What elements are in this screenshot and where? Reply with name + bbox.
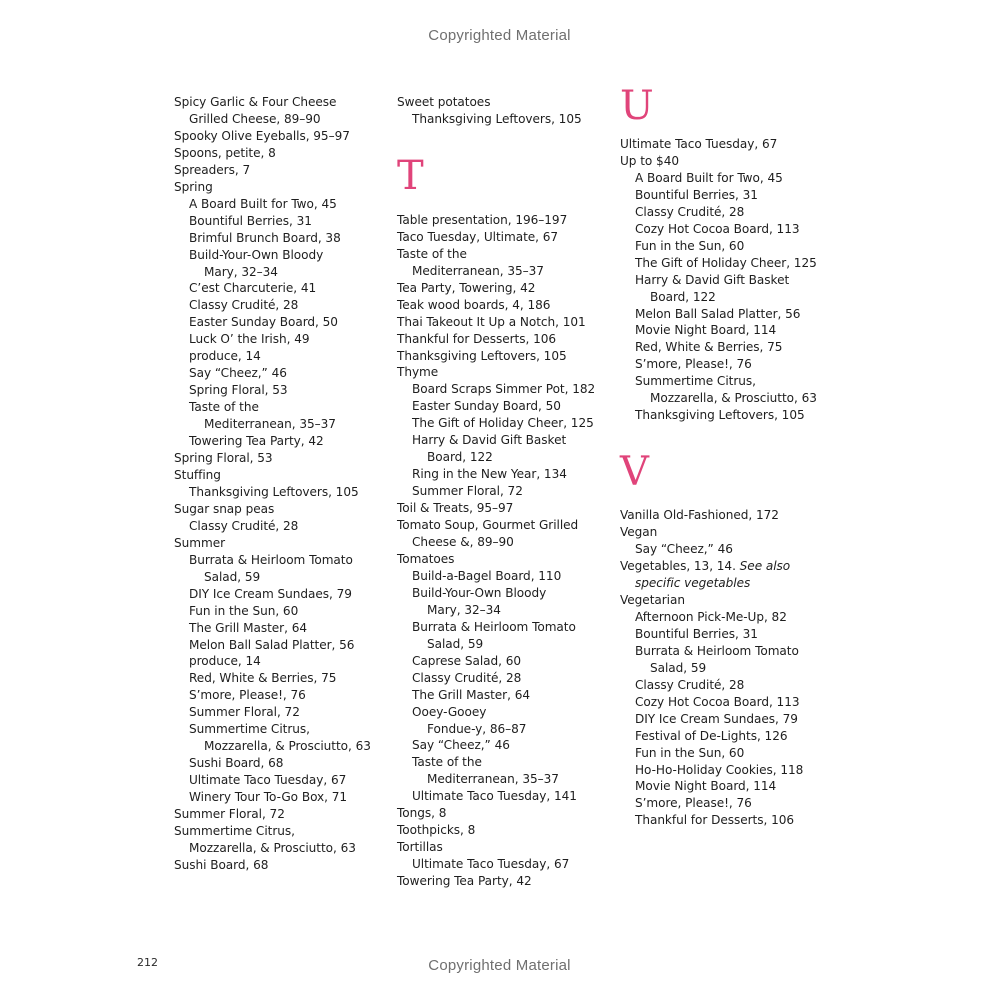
- index-subentry: Build-a-Bagel Board, 110: [412, 568, 562, 583]
- index-subentry: Bountiful Berries, 31: [635, 626, 758, 641]
- index-subentry-continued: Mediterranean, 35–37: [427, 772, 559, 787]
- index-subentry: Classy Crudité, 28: [635, 677, 745, 692]
- index-column-2: [397, 94, 612, 890]
- index-entry: Summer Floral, 72: [174, 807, 285, 822]
- index-subentry-continued: Mozzarella, & Prosciutto, 63: [650, 391, 817, 406]
- index-subentry: Thanksgiving Leftovers, 105: [635, 408, 805, 423]
- index-subentry-continued: Mediterranean, 35–37: [204, 417, 336, 432]
- index-subentry-continued: Salad, 59: [427, 636, 484, 651]
- index-subentry: Red, White & Berries, 75: [635, 340, 783, 355]
- index-subentry: Cozy Hot Cocoa Board, 113: [635, 694, 800, 709]
- index-entry-text: Vegetables, 13, 14.: [620, 559, 736, 574]
- index-subentry-continued: Fondue-y, 86–87: [427, 721, 527, 736]
- index-entry: Spooky Olive Eyeballs, 95–97: [174, 128, 350, 143]
- index-subentry: Ho-Ho-Holiday Cookies, 118: [635, 762, 804, 777]
- section-letter-u: U: [620, 83, 654, 129]
- index-subentry: Summertime Citrus,: [635, 374, 756, 389]
- index-entry: Sugar snap peas: [174, 501, 275, 516]
- index-subentry: Thanksgiving Leftovers, 105: [412, 111, 582, 126]
- index-entry: Thankful for Desserts, 106: [397, 331, 557, 346]
- section-letter-v: V: [620, 449, 649, 496]
- index-subentry: Harry & David Gift Basket: [412, 433, 567, 448]
- index-subentry: Bountiful Berries, 31: [635, 187, 758, 202]
- index-subentry: Say “Cheez,” 46: [412, 738, 510, 753]
- index-subentry: Say “Cheez,” 46: [635, 542, 733, 557]
- index-subentry: produce, 14: [189, 654, 261, 669]
- index-entry: Vegan: [620, 525, 658, 540]
- index-entry: Toothpicks, 8: [397, 823, 476, 838]
- index-subentry: Taste of the: [189, 400, 259, 415]
- index-subentry: The Grill Master, 64: [412, 687, 530, 702]
- index-entry: [620, 558, 835, 575]
- section-letter-t: T: [397, 152, 424, 199]
- index-subentry: A Board Built for Two, 45: [189, 196, 337, 211]
- index-entry: Ultimate Taco Tuesday, 67: [620, 137, 778, 151]
- index-entry: Towering Tea Party, 42: [397, 874, 532, 889]
- index-entry: Toil & Treats, 95–97: [397, 501, 514, 516]
- index-subentry: Build-Your-Own Bloody: [412, 585, 547, 600]
- index-subentry: Classy Crudité, 28: [189, 518, 299, 533]
- index-subentry-continued: Salad, 59: [204, 569, 261, 584]
- index-entry: Tomato Soup, Gourmet Grilled: [397, 518, 579, 533]
- index-subentry: Fun in the Sun, 60: [189, 603, 299, 618]
- index-subentry: Classy Crudité, 28: [412, 670, 522, 685]
- index-entry: Vegetarian: [620, 592, 685, 607]
- index-entry: Spreaders, 7: [174, 162, 251, 177]
- index-subentry: Mozzarella, & Prosciutto, 63: [189, 840, 356, 855]
- index-subentry: Easter Sunday Board, 50: [412, 399, 561, 414]
- index-subentry: Sushi Board, 68: [189, 756, 284, 771]
- index-entry: Sushi Board, 68: [174, 857, 269, 872]
- index-subentry: Ultimate Taco Tuesday, 141: [412, 789, 577, 804]
- cross-reference-continued: specific vegetables: [635, 576, 751, 591]
- index-subentry: S’more, Please!, 76: [189, 688, 306, 703]
- index-subentry: Harry & David Gift Basket: [635, 272, 790, 287]
- index-entry: Spring: [174, 179, 213, 194]
- index-subentry: Towering Tea Party, 42: [189, 434, 324, 449]
- index-subentry: Fun in the Sun, 60: [635, 238, 745, 253]
- index-subentry-continued: Board, 122: [427, 450, 493, 465]
- index-subentry: Build-Your-Own Bloody: [189, 247, 324, 262]
- index-entry: Tea Party, Towering, 42: [397, 280, 536, 295]
- page-number: 212: [137, 956, 158, 969]
- index-subentry: Red, White & Berries, 75: [189, 671, 337, 686]
- index-entry: Thai Takeout It Up a Notch, 101: [397, 314, 586, 329]
- index-subentry: Classy Crudité, 28: [189, 298, 299, 313]
- index-subentry: Festival of De-Lights, 126: [635, 728, 788, 743]
- index-entry: Summer: [174, 535, 226, 550]
- index-subentry: produce, 14: [189, 349, 261, 364]
- index-entry: Taco Tuesday, Ultimate, 67: [397, 229, 559, 244]
- index-subentry: Taste of the: [412, 755, 482, 770]
- index-subentry: Movie Night Board, 114: [635, 323, 777, 338]
- index-subentry: Burrata & Heirloom Tomato: [189, 552, 353, 567]
- index-subentry: Summer Floral, 72: [189, 705, 300, 720]
- index-entry: Tortillas: [397, 840, 443, 855]
- index-subentry: S’more, Please!, 76: [635, 796, 752, 811]
- cross-reference: See also: [739, 559, 791, 574]
- copyright-header: Copyrighted Material: [428, 27, 571, 44]
- index-subentry: Burrata & Heirloom Tomato: [635, 643, 799, 658]
- index-subentry-continued: Mary, 32–34: [427, 602, 501, 617]
- index-entry: Teak wood boards, 4, 186: [397, 297, 551, 312]
- index-entry: Summertime Citrus,: [174, 823, 295, 838]
- index-subentry: Spring Floral, 53: [189, 383, 288, 398]
- index-subentry: Brimful Brunch Board, 38: [189, 230, 341, 245]
- index-subentry: Fun in the Sun, 60: [635, 745, 745, 760]
- index-subentry-continued: Board, 122: [650, 289, 716, 304]
- index-subentry: Caprese Salad, 60: [412, 653, 522, 668]
- index-entry-continued: [620, 575, 835, 592]
- index-subentry: A Board Built for Two, 45: [635, 170, 783, 185]
- index-entry: Vanilla Old-Fashioned, 172: [620, 508, 779, 523]
- index-subentry: Summer Floral, 72: [412, 484, 523, 499]
- index-subentry: DIY Ice Cream Sundaes, 79: [635, 711, 798, 726]
- index-entry: Taste of the: [397, 246, 467, 261]
- index-entry: Tomatoes: [397, 551, 455, 566]
- index-subentry: Luck O’ the Irish, 49: [189, 332, 310, 347]
- index-entry: Thyme: [397, 365, 439, 380]
- index-entry: Spoons, petite, 8: [174, 145, 276, 160]
- copyright-footer: Copyrighted Material: [428, 957, 571, 974]
- index-subentry: Board Scraps Simmer Pot, 182: [412, 382, 596, 397]
- index-entry: Up to $40: [620, 153, 679, 168]
- index-entry: Spring Floral, 53: [174, 451, 273, 466]
- index-subentry: Classy Crudité, 28: [635, 204, 745, 219]
- index-entry-continued: Cheese &, 89–90: [412, 535, 514, 550]
- index-entry: Grilled Cheese, 89–90: [189, 111, 321, 126]
- index-subentry: Easter Sunday Board, 50: [189, 315, 338, 330]
- index-entry: Sweet potatoes: [397, 95, 491, 109]
- index-subentry: The Gift of Holiday Cheer, 125: [635, 255, 817, 270]
- index-entry: Tongs, 8: [397, 806, 447, 821]
- index-entry: Spicy Garlic & Four Cheese: [174, 95, 337, 109]
- index-subentry: Winery Tour To-Go Box, 71: [189, 790, 348, 805]
- index-subentry: Ring in the New Year, 134: [412, 467, 567, 482]
- index-entry-continued: Mediterranean, 35–37: [412, 263, 544, 278]
- index-subentry-continued: Mozzarella, & Prosciutto, 63: [204, 739, 371, 754]
- index-subentry: C’est Charcuterie, 41: [189, 281, 317, 296]
- index-subentry: S’more, Please!, 76: [635, 357, 752, 372]
- index-subentry: Movie Night Board, 114: [635, 779, 777, 794]
- index-subentry: Thanksgiving Leftovers, 105: [189, 484, 359, 499]
- index-subentry: Ultimate Taco Tuesday, 67: [189, 773, 347, 788]
- index-entry: Table presentation, 196–197: [397, 212, 568, 227]
- index-subentry: DIY Ice Cream Sundaes, 79: [189, 586, 352, 601]
- index-subentry: The Gift of Holiday Cheer, 125: [412, 416, 594, 431]
- index-column-3: [620, 84, 835, 829]
- index-subentry: Afternoon Pick-Me-Up, 82: [635, 609, 787, 624]
- index-subentry: Say “Cheez,” 46: [189, 366, 287, 381]
- index-entry: Stuffing: [174, 467, 221, 482]
- index-subentry: Bountiful Berries, 31: [189, 213, 312, 228]
- index-subentry: Summertime Citrus,: [189, 722, 310, 737]
- index-subentry-continued: Mary, 32–34: [204, 264, 278, 279]
- index-subentry: Melon Ball Salad Platter, 56: [635, 306, 801, 321]
- index-column-1: [174, 94, 389, 874]
- index-subentry: Melon Ball Salad Platter, 56: [189, 637, 355, 652]
- index-subentry: Cozy Hot Cocoa Board, 113: [635, 221, 800, 236]
- index-subentry: Burrata & Heirloom Tomato: [412, 619, 576, 634]
- index-entry: Thanksgiving Leftovers, 105: [397, 348, 567, 363]
- index-subentry-continued: Salad, 59: [650, 660, 707, 675]
- index-subentry: Ooey-Gooey: [412, 704, 487, 719]
- index-subentry: Ultimate Taco Tuesday, 67: [412, 857, 570, 872]
- index-subentry: The Grill Master, 64: [189, 620, 307, 635]
- index-subentry: Thankful for Desserts, 106: [635, 813, 795, 828]
